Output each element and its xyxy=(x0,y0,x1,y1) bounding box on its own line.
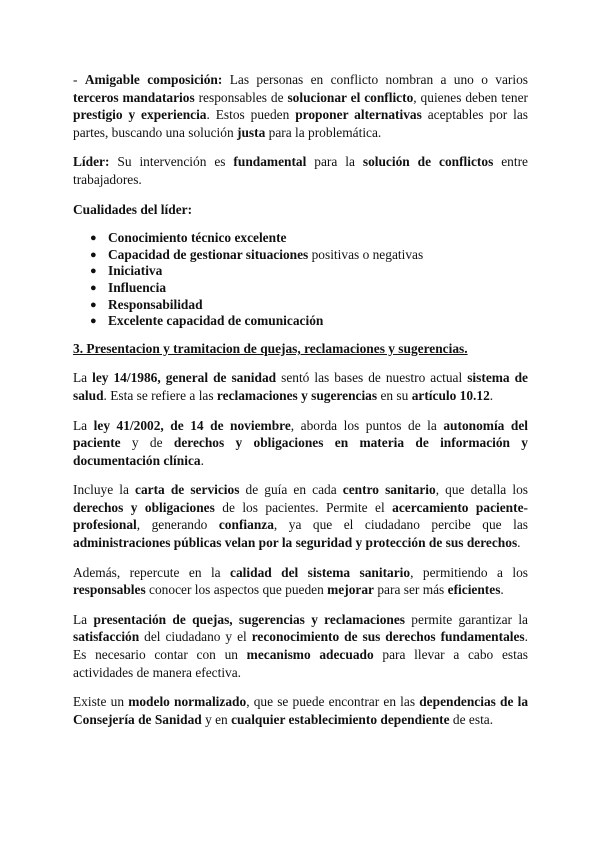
paragraph-presentacion: La presentación de quejas, sugerencias y reclamaciones permite garantizar la satisfacción del ciudadano y el reconocimiento de sus derechos fundamentales. Es necesario contar con un mecanismo adecuado para llevar a cabo estas actividades de manera efectiva. xyxy=(73,611,528,680)
document-body xyxy=(73,71,528,740)
list-item: ● Excelente capacidad de comunicación xyxy=(90,313,324,329)
paragraph-ley-41-2002: La ley 41/2002, de 14 de noviembre, aborda los puntos de la autonomía del paciente y de derechos y obligaciones en materia de información y documentación clínica. xyxy=(73,417,529,468)
list-item: ● Influencia xyxy=(90,279,167,295)
list-item: ● Conocimiento técnico excelente xyxy=(90,230,287,246)
paragraph-carta-de-servicios: Incluye la carta de servicios de guía en cada centro sanitario, que detalla los derechos y obligaciones de los pacientes. Permite el acercamiento paciente-profesional, generando confianza, ya que el ciudadano percibe que las administraciones públicas velan por la seguridad y protección de sus derechos. xyxy=(73,482,528,551)
paragraph-amigable-composicion: - Amigable composición: Las personas en conflicto nombran a uno o varios terceros mandatarios responsables de solucionar el conflicto, quienes deben tener prestigio y experiencia. Estos pueden proponer alternativas aceptables por las partes, buscando una solución justa para la problemática. xyxy=(73,72,528,140)
paragraph-ley-14-1986: La ley 14/1986, general de sanidad sentó las bases de nuestro actual sistema de salud. Esta se refiere a las reclamaciones y sugerencias en su artículo 10.12. xyxy=(73,370,528,403)
paragraph-calidad: Además, repercute en la calidad del sistema sanitario, permitiendo a los responsables conocer los aspectos que pueden mejorar para ser más eficientes. xyxy=(73,564,528,598)
bullet-icon: ● xyxy=(90,315,97,328)
section-heading: 3. Presentacion y tramitacion de quejas, reclamaciones y sugerencias. xyxy=(73,340,468,356)
paragraph-modelo-normalizado: Existe un modelo normalizado, que se puede encontrar en las dependencias de la Consejería de Sanidad y en cualquier establecimiento dependiente de esta. xyxy=(73,694,529,727)
paragraph-lider: Líder: Su intervención es fundamental para la solución de conflictos entre trabajadores. xyxy=(73,154,528,187)
bullet-icon: ● xyxy=(90,298,97,311)
bullet-icon: ● xyxy=(90,281,97,294)
list-item: ● Iniciativa xyxy=(90,263,163,279)
bullet-icon: ● xyxy=(90,265,97,278)
list-item: ● Capacidad de gestionar situaciones positivas o negativas xyxy=(90,246,424,262)
bullet-icon: ● xyxy=(90,248,97,261)
qualities-list xyxy=(73,230,528,330)
list-item: ● Responsabilidad xyxy=(90,296,203,312)
bullet-icon: ● xyxy=(90,232,97,245)
qualities-heading: Cualidades del líder: xyxy=(73,201,193,217)
